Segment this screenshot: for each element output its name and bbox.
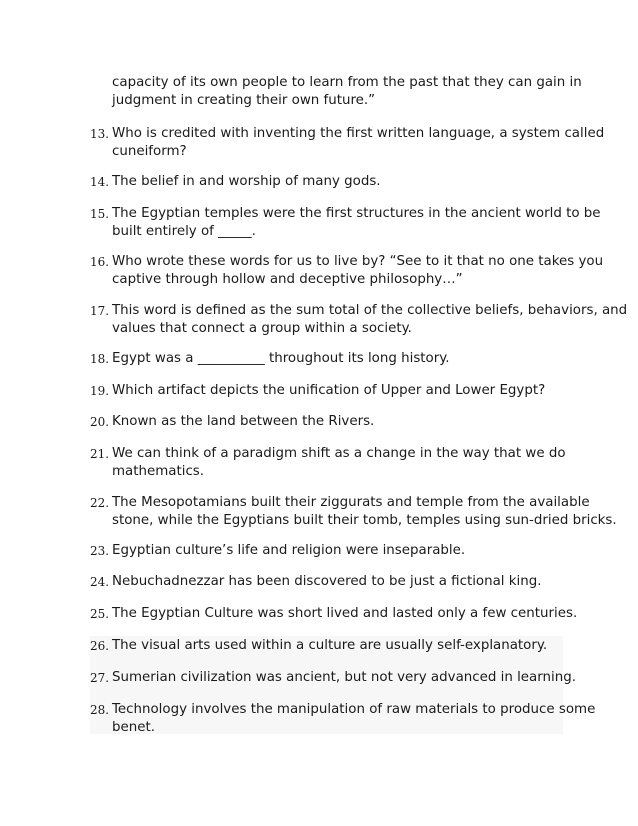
question-line: This word is defined as the sum total of the collective beliefs, behaviors, and [112,303,628,318]
question-number: 23. [90,544,110,558]
continued-quote [112,74,582,110]
question-21 [90,445,570,481]
question-number: 22. [90,496,110,510]
question-text [112,669,576,687]
question-line: benet. [112,720,155,735]
question-text [112,605,578,623]
question-text [112,494,617,530]
question-line: The visual arts used within a culture are usually self-explanatory. [112,638,548,653]
quote-line-2: judgment in creating their own future.” [112,93,376,108]
question-number: 14. [90,175,110,189]
question-text [112,253,604,289]
question-number: 17. [90,304,110,318]
question-text [112,173,570,191]
question-text [112,125,605,161]
question-line: The belief in and worship of many gods. [112,174,381,189]
question-number: 15. [90,207,110,221]
question-number: 27. [90,671,110,685]
question-13 [90,125,605,161]
question-line: We can think of a paradigm shift as a change in the way that we do [112,446,566,461]
question-text [112,205,601,241]
question-23 [90,542,570,560]
question-line: Egyptian culture’s life and religion were inseparable. [112,543,466,558]
question-27 [90,669,576,687]
question-line: Who wrote these words for us to live by? “See to it that no one takes you [112,254,604,269]
question-number: 25. [90,607,110,621]
question-line: Which artifact depicts the unification of Upper and Lower Egypt? [112,383,546,398]
question-25 [90,605,578,623]
question-line: The Egyptian Culture was short lived and lasted only a few centuries. [112,606,578,621]
question-text [112,637,570,655]
question-26 [90,637,570,655]
question-line: built entirely of _____. [112,224,256,239]
question-text [112,382,570,400]
question-line: The Egyptian temples were the first structures in the ancient world to be [112,206,601,221]
question-line: Egypt was a __________ throughout its long history. [112,351,450,366]
question-line: Nebuchadnezzar has been discovered to be just a fictional king. [112,574,542,589]
question-24 [90,573,570,591]
question-14 [90,173,570,191]
question-19 [90,382,570,400]
question-line: stone, while the Egyptians built their tomb, temples using sun-dried bricks. [112,513,617,528]
question-22 [90,494,617,530]
question-line: Known as the land between the Rivers. [112,414,375,429]
question-number: 28. [90,703,110,717]
question-28 [90,701,596,737]
question-number: 26. [90,639,110,653]
question-17 [90,302,628,338]
question-16 [90,253,604,289]
question-line: Technology involves the manipulation of raw materials to produce some [112,702,596,717]
question-number: 19. [90,384,110,398]
question-line: mathematics. [112,464,205,479]
question-number: 21. [90,447,110,461]
question-text [112,445,570,481]
question-line: values that connect a group within a society. [112,321,412,336]
question-20 [90,413,570,431]
question-number: 13. [90,127,110,141]
question-18 [90,350,570,368]
question-number: 16. [90,255,110,269]
question-line: cuneiform? [112,144,187,159]
question-line: Sumerian civilization was ancient, but not very advanced in learning. [112,670,576,685]
question-text [112,302,628,338]
question-number: 24. [90,575,110,589]
question-line: The Mesopotamians built their ziggurats and temple from the available [112,495,590,510]
question-line: captive through hollow and deceptive philosophy…” [112,272,463,287]
question-number: 20. [90,415,110,429]
question-text [112,350,570,368]
question-number: 18. [90,352,110,366]
quote-line-1: capacity of its own people to learn from the past that they can gain in [112,75,582,90]
question-line: Who is credited with inventing the first written language, a system called [112,126,605,141]
question-text [112,701,596,737]
question-text [112,542,570,560]
question-text [112,413,570,431]
question-15 [90,205,601,241]
question-text [112,573,570,591]
